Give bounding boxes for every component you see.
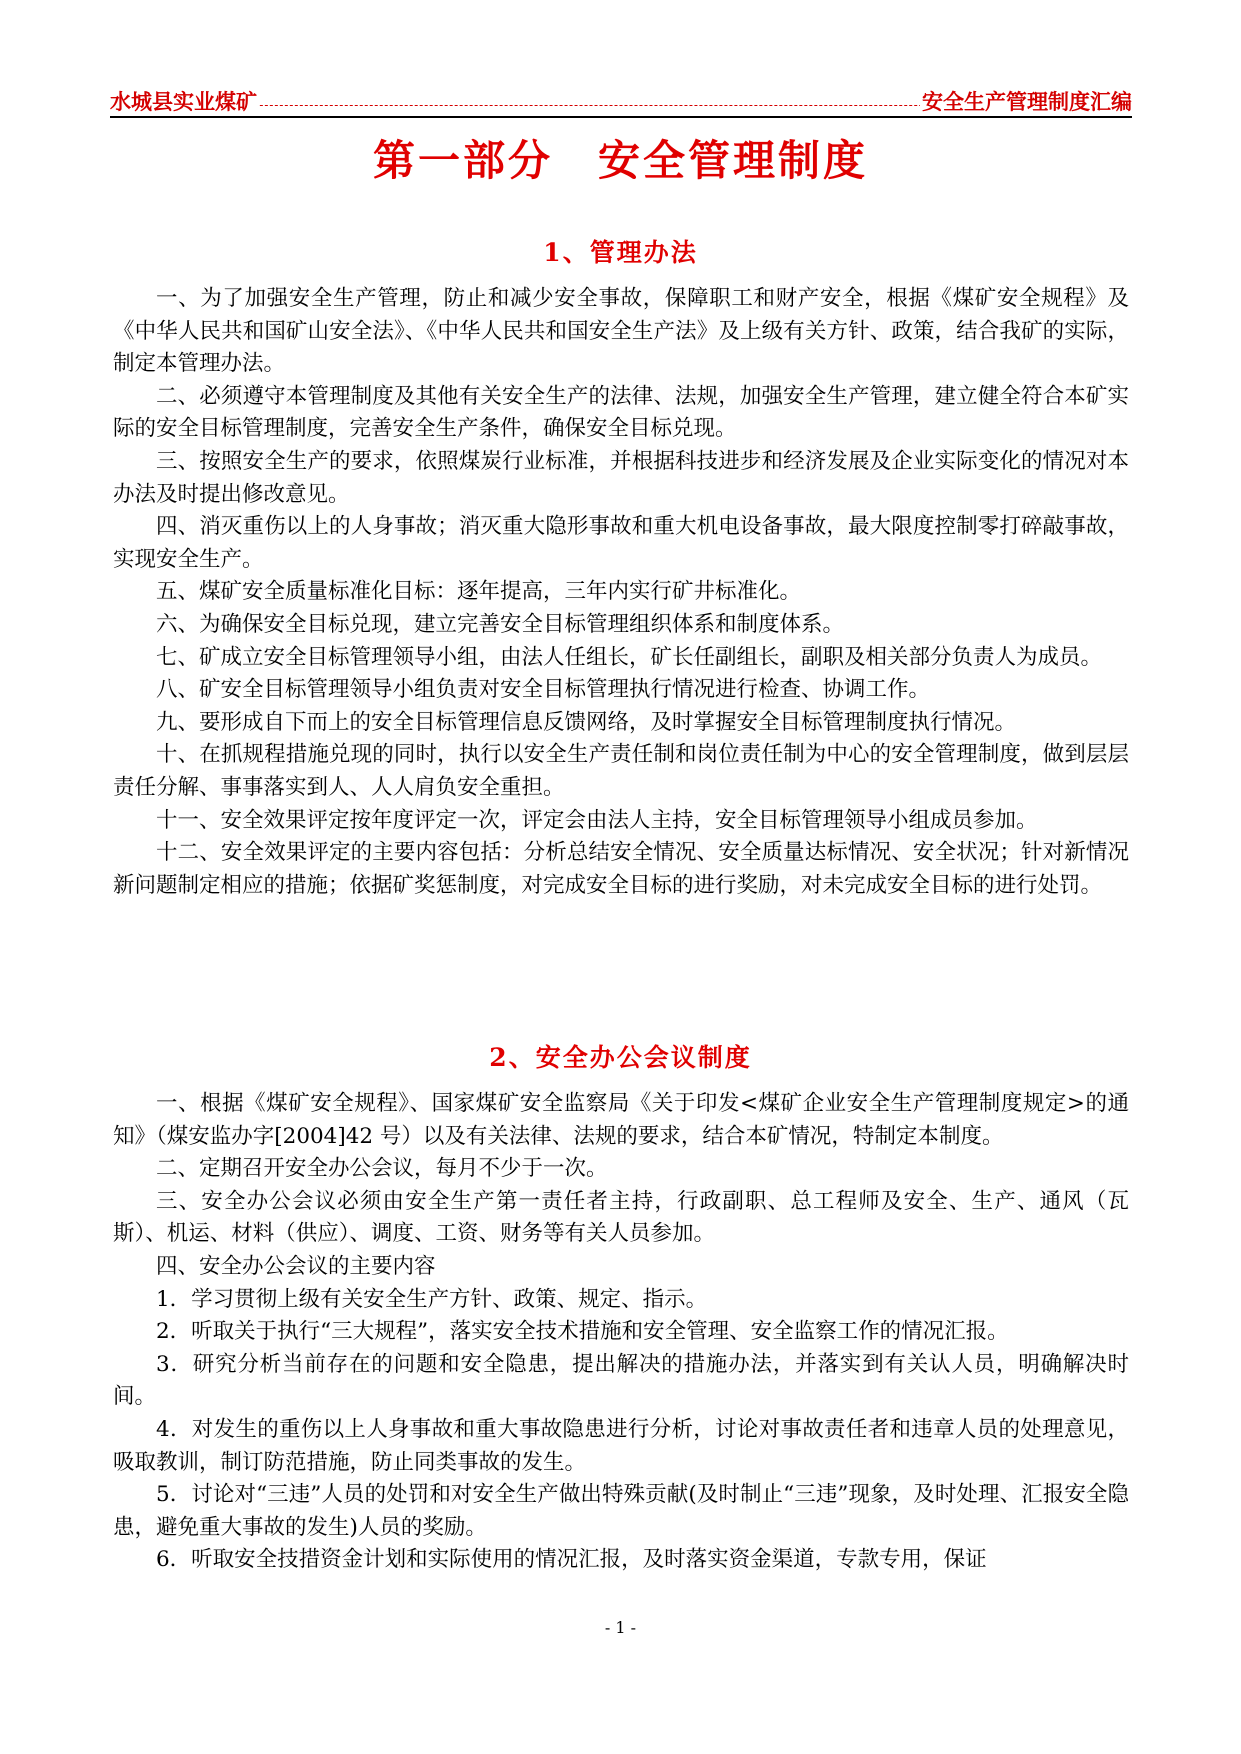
paragraph: 2．听取关于执行“三大规程”，落实安全技术措施和安全管理、安全监察工作的情况汇报。 [156, 1319, 1009, 1345]
paragraph: 二、必须遵守本管理制度及其他有关安全生产的法律、法规，加强安全生产管理，建立健全符合本矿实际的安全目标管理制度，完善安全生产条件，确保安全目标兑现。 [113, 383, 1129, 442]
paragraph: 八、矿安全目标管理领导小组负责对安全目标管理执行情况进行检查、协调工作。 [156, 677, 931, 703]
paragraph: 十二、安全效果评定的主要内容包括：分析总结安全情况、安全质量达标情况、安全状况；针对新情况新问题制定相应的措施；依据矿奖惩制度，对完成安全目标的进行奖励，对未完成安全目标的进行处罚。 [113, 840, 1129, 898]
paragraph: 十、在抓规程措施兑现的同时，执行以安全生产责任制和岗位责任制为中心的安全管理制度，做到层层责任分解、事事落实到人、人人肩负安全重担。 [113, 742, 1129, 800]
paragraph: 六、为确保安全目标兑现，建立完善安全目标管理组织体系和制度体系。 [156, 611, 845, 637]
paragraph: 4．对发生的重伤以上人身事故和重大事故隐患进行分析，讨论对事故责任者和违章人员的处理意见，吸取教训，制订防范措施，防止同类事故的发生。 [113, 1416, 1129, 1475]
header-document-title: 安全生产管理制度汇编 [922, 90, 1132, 114]
paragraph: 三、安全办公会议必须由安全生产第一责任者主持，行政副职、总工程师及安全、生产、通风（瓦斯）、机运、材料（供应）、调度、工资、财务等有关人员参加。 [113, 1188, 1129, 1247]
paragraph: 一、根据《煤矿安全规程》、国家煤矿安全监察局《关于印发<煤矿企业安全生产管理制度规定>的通知》（煤安监办字[2004]42 号）以及有关法律、法规的要求，结合本矿情况，特制定本制度。 [113, 1091, 1129, 1149]
section-body [113, 283, 1129, 902]
paragraph: 3．研究分析当前存在的问题和安全隐患，提出解决的措施办法，并落实到有关认人员，明确解决时间。 [113, 1351, 1129, 1410]
paragraph: 五、煤矿安全质量标准化目标：逐年提高，三年内实行矿井标准化。 [156, 579, 802, 605]
paragraph: 三、按照安全生产的要求，依照煤炭行业标准，并根据科技进步和经济发展及企业实际变化的情况对本办法及时提出修改意见。 [113, 448, 1129, 507]
paragraph: 七、矿成立安全目标管理领导小组，由法人任组长，矿长任副组长，副职及相关部分负责人为成员。 [156, 644, 1103, 670]
paragraph: 二、定期召开安全办公会议，每月不少于一次。 [156, 1156, 608, 1182]
header-company-name: 水城县实业煤矿 [110, 90, 257, 114]
paragraph: 十一、安全效果评定按年度评定一次，评定会由法人主持，安全目标管理领导小组成员参加。 [156, 807, 1038, 833]
paragraph: 九、要形成自下而上的安全目标管理信息反馈网络，及时掌握安全目标管理制度执行情况。 [156, 709, 1017, 735]
paragraph: 一、为了加强安全生产管理，防止和减少安全事故，保障职工和财产安全，根据《煤矿安全规程》及《中华人民共和国矿山安全法》、《中华人民共和国安全生产法》及上级有关方针、政策，结合我矿的实际，制定本管理办法。 [113, 286, 1129, 377]
page-number: - 1 - [604, 1618, 637, 1637]
paragraph: 5．讨论对“三违”人员的处罚和对安全生产做出特殊贡献(及时制止“三违”现象，及时处理、汇报安全隐患，避免重大事故的发生)人员的奖励。 [113, 1482, 1129, 1540]
section-title: 1、管理办法 [543, 238, 698, 267]
page-header [110, 88, 1132, 118]
section-title: 2、安全办公会议制度 [489, 1043, 752, 1072]
paragraph: 四、安全办公会议的主要内容 [156, 1253, 436, 1279]
paragraph: 6．听取安全技措资金计划和实际使用的情况汇报，及时落实资金渠道，专款专用，保证 [156, 1547, 987, 1573]
paragraph: 1．学习贯彻上级有关安全生产方针、政策、规定、指示。 [156, 1286, 708, 1312]
part-title: 第一部分 安全管理制度 [372, 136, 868, 185]
section-body [113, 1088, 1129, 1577]
paragraph: 四、消灭重伤以上的人身事故；消灭重大隐形事故和重大机电设备事故，最大限度控制零打碎敲事故，实现安全生产。 [113, 514, 1129, 572]
